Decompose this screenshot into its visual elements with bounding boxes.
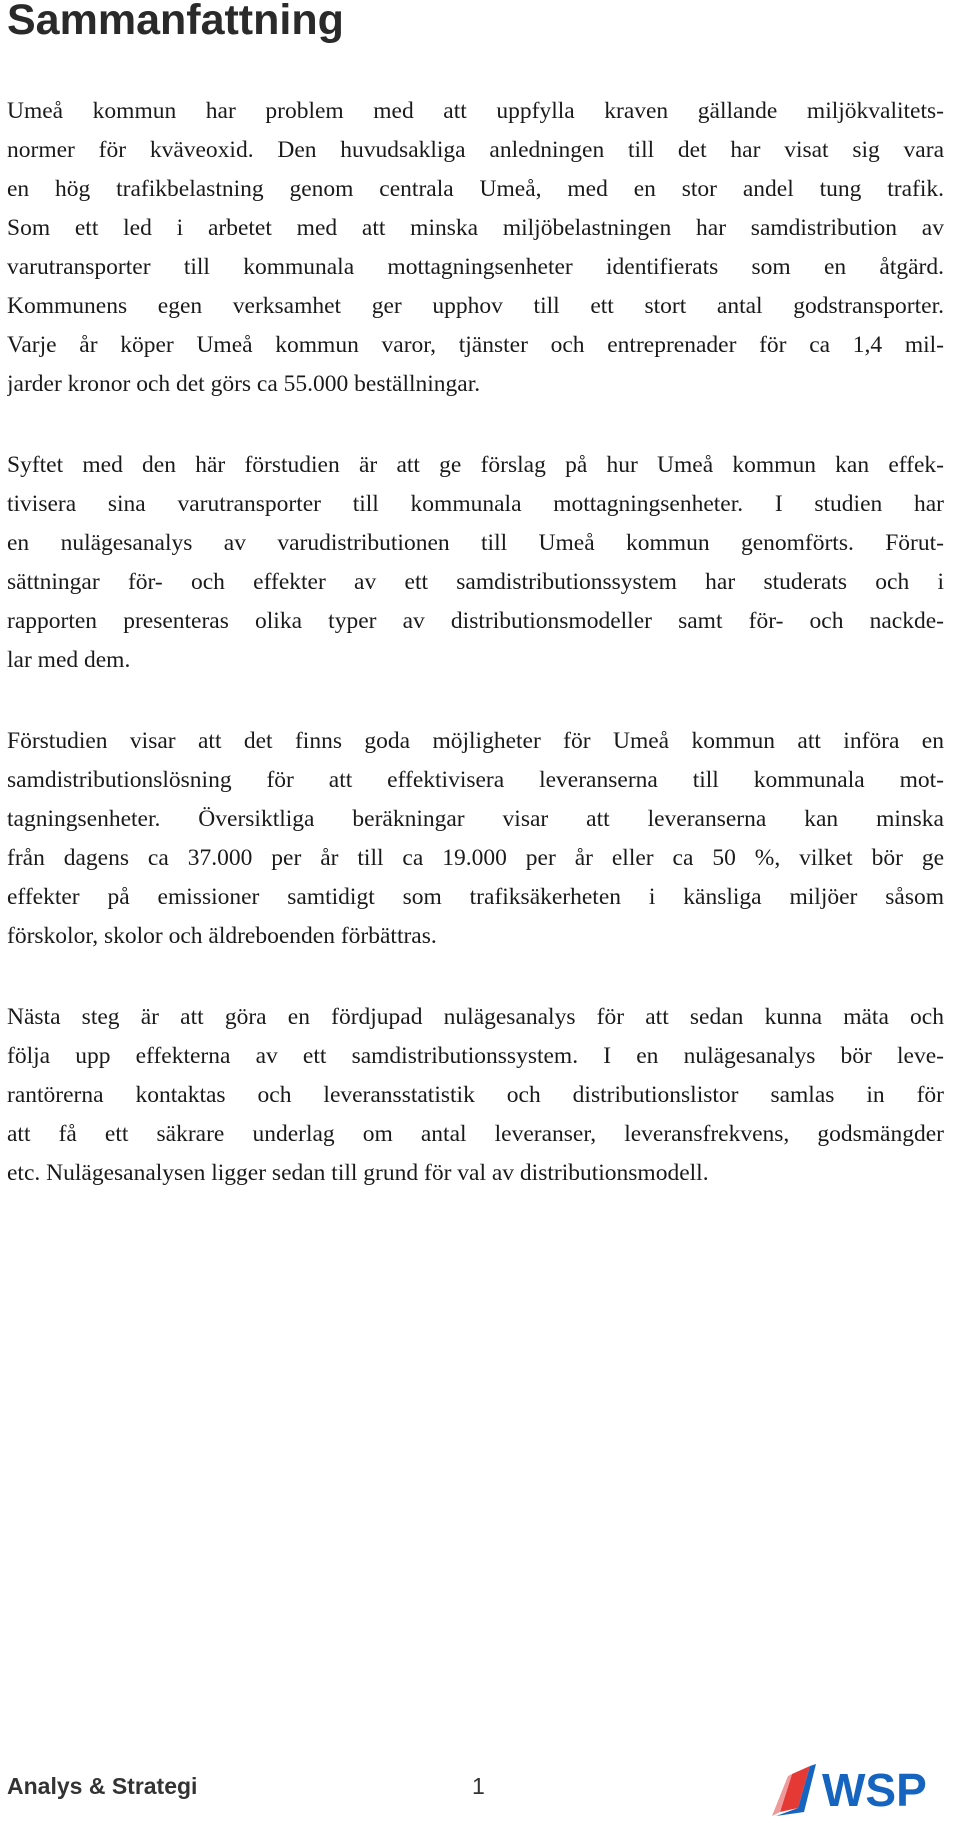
text-line: Varje år köper Umeå kommun varor, tjänster och entreprenader för ca 1,4 mil- [7, 332, 944, 358]
wsp-logo [770, 1756, 955, 1818]
text-line: lar med dem. [7, 647, 131, 673]
text-line: att få ett säkrare underlag om antal leveranser, leveransfrekvens, godsmängder [7, 1121, 944, 1147]
paragraph [7, 722, 944, 956]
page-title: Sammanfattning [7, 0, 344, 44]
text-line: Kommunens egen verksamhet ger upphov till ett stort antal godstransporter. [7, 293, 944, 319]
text-line: normer för kväveoxid. Den huvudsakliga anledningen till det har visat sig vara [7, 137, 944, 163]
text-line: Som ett led i arbetet med att minska miljöbelastningen har samdistribution av [7, 215, 944, 241]
text-line: rantörerna kontaktas och leveransstatistik och distributionslistor samlas in för [7, 1082, 944, 1108]
text-line: från dagens ca 37.000 per år till ca 19.000 per år eller ca 50 %, vilket bör ge [7, 845, 944, 871]
text-line: rapporten presenteras olika typer av distributionsmodeller samt för- och nackde- [7, 608, 944, 634]
text-line: förskolor, skolor och äldreboenden förbättras. [7, 923, 437, 949]
text-line: jarder kronor och det görs ca 55.000 beställningar. [7, 371, 481, 397]
text-line: följa upp effekterna av ett samdistributionssystem. I en nulägesanalys bör leve- [7, 1043, 944, 1069]
text-line: Förstudien visar att det finns goda möjligheter för Umeå kommun att införa en [7, 728, 944, 754]
text-line: samdistributionslösning för att effektivisera leveranserna till kommunala mot- [7, 767, 944, 793]
wsp-logo-mark-icon [772, 1764, 816, 1816]
text-line: Syftet med den här förstudien är att ge förslag på hur Umeå kommun kan effek- [7, 452, 944, 478]
footer-section-label: Analys & Strategi [7, 1773, 198, 1799]
paragraph [7, 998, 944, 1193]
page-number: 1 [472, 1773, 485, 1799]
paragraph [7, 92, 944, 404]
text-line: en hög trafikbelastning genom centrala Umeå, med en stor andel tung trafik. [7, 176, 944, 202]
text-line: sättningar för- och effekter av ett samdistributionssystem har studerats och i [7, 569, 944, 595]
text-line: en nulägesanalys av varudistributionen till Umeå kommun genomförts. Förut- [7, 530, 944, 556]
summary-body [7, 92, 944, 1235]
paragraph [7, 446, 944, 680]
text-line: varutransporter till kommunala mottagningsenheter identifierats som en åtgärd. [7, 254, 944, 280]
wsp-logo-text: WSP [822, 1764, 927, 1816]
text-line: Umeå kommun har problem med att uppfylla kraven gällande miljökvalitets- [7, 98, 944, 124]
text-line: tagningsenheter. Översiktliga beräkningar visar att leveranserna kan minska [7, 806, 944, 832]
text-line: effekter på emissioner samtidigt som trafiksäkerheten i känsliga miljöer såsom [7, 884, 944, 910]
text-line: tivisera sina varutransporter till kommunala mottagningsenheter. I studien har [7, 491, 944, 517]
text-line: etc. Nulägesanalysen ligger sedan till grund för val av distributionsmodell. [7, 1160, 709, 1186]
text-line: Nästa steg är att göra en fördjupad nulägesanalys för att sedan kunna mäta och [7, 1004, 944, 1030]
